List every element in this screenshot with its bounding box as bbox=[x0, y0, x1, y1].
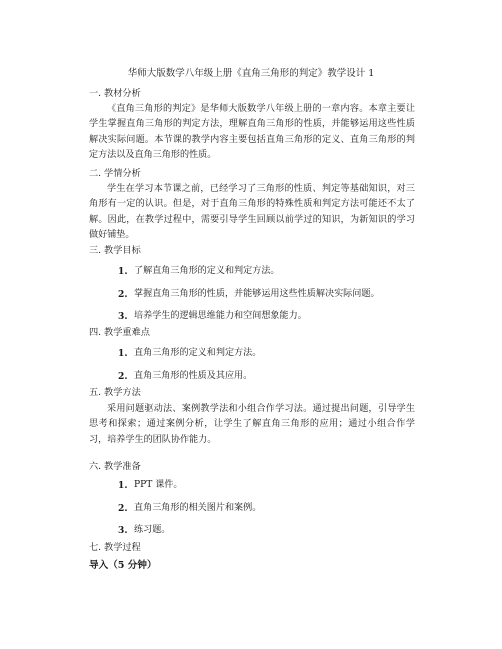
section-heading-teaching-process: 七. 教学过程 bbox=[89, 542, 141, 553]
section-paragraph-textbook-analysis: 《直角三角形的判定》是华师大版数学八年级上册的一章内容。本章主要让学生掌握直角三角形的判定方法，理解直角三角形的性质，并能够运用这些性质解决实际问题。本节课的教学内容主要包括直角三角形的定义、直角三角形的判定方法以及直角三角形的性质。 bbox=[89, 104, 415, 161]
list-item-text: 掌握直角三角形的性质，并能够运用这些性质解决实际问题。 bbox=[134, 288, 380, 299]
list-item-text: 练习题。 bbox=[134, 525, 171, 535]
list-item bbox=[0, 310, 502, 333]
list-item-number: 1. bbox=[118, 266, 128, 277]
list-item bbox=[0, 288, 502, 311]
list-item-number: 3. bbox=[118, 525, 128, 536]
key-points-list bbox=[0, 347, 502, 392]
list-item-number: 2. bbox=[118, 370, 128, 382]
list-item-number: 2. bbox=[118, 288, 128, 300]
list-item bbox=[0, 347, 502, 370]
list-item-text: 了解直角三角形的定义和判定方法。 bbox=[134, 266, 280, 276]
list-item-number: 1. bbox=[118, 480, 128, 491]
list-item-text: 培养学生的逻辑思维能力和空间想象能力。 bbox=[134, 311, 307, 321]
section-paragraph-teaching-methods: 采用问题驱动法、案例教学法和小组合作学习法。通过提出问题，引导学生思考和探索；通过案例分析，让学生了解直角三角形的应用；通过小组合作学习，培养学生的团队协作能力。 bbox=[89, 404, 415, 445]
list-item bbox=[0, 265, 502, 288]
section-heading-teaching-goals: 三. 教学目标 bbox=[89, 245, 141, 256]
list-item bbox=[0, 479, 502, 502]
subheading-introduction: 导入（5 分钟） bbox=[89, 560, 157, 571]
document-title: 华师大版数学八年级上册《直角三角形的判定》教学设计 1 bbox=[127, 68, 375, 79]
teaching-prep-list bbox=[0, 479, 502, 547]
list-item-text: 直角三角形的定义和判定方法。 bbox=[134, 348, 262, 358]
section-heading-teaching-methods: 五. 教学方法 bbox=[89, 387, 141, 398]
section-heading-key-points: 四. 教学重难点 bbox=[89, 327, 150, 338]
list-item-text: 直角三角形的相关图片和案例。 bbox=[134, 502, 262, 513]
list-item-number: 3. bbox=[118, 311, 128, 322]
list-item bbox=[0, 502, 502, 525]
section-heading-textbook-analysis: 一. 教材分析 bbox=[89, 88, 141, 99]
list-item-text: PPT 课件。 bbox=[134, 480, 183, 490]
list-item-text: 直角三角形的性质及其应用。 bbox=[134, 370, 253, 381]
section-heading-student-analysis: 二. 学情分析 bbox=[89, 168, 141, 179]
list-item-number: 1. bbox=[118, 348, 128, 359]
section-heading-teaching-prep: 六. 教学准备 bbox=[89, 461, 141, 472]
list-item-number: 2. bbox=[118, 502, 128, 514]
list-item bbox=[0, 370, 502, 393]
list-item bbox=[0, 524, 502, 547]
teaching-goals-list bbox=[0, 265, 502, 333]
section-paragraph-student-analysis: 学生在学习本节课之前，已经学习了三角形的性质、判定等基础知识，对三角形有一定的认识。但是，对于直角三角形的特殊性质和判定方法可能还不太了解。因此，在教学过程中，需要引导学生回顾以前学过的知识，为新知识的学习做好铺垫。 bbox=[89, 184, 415, 241]
